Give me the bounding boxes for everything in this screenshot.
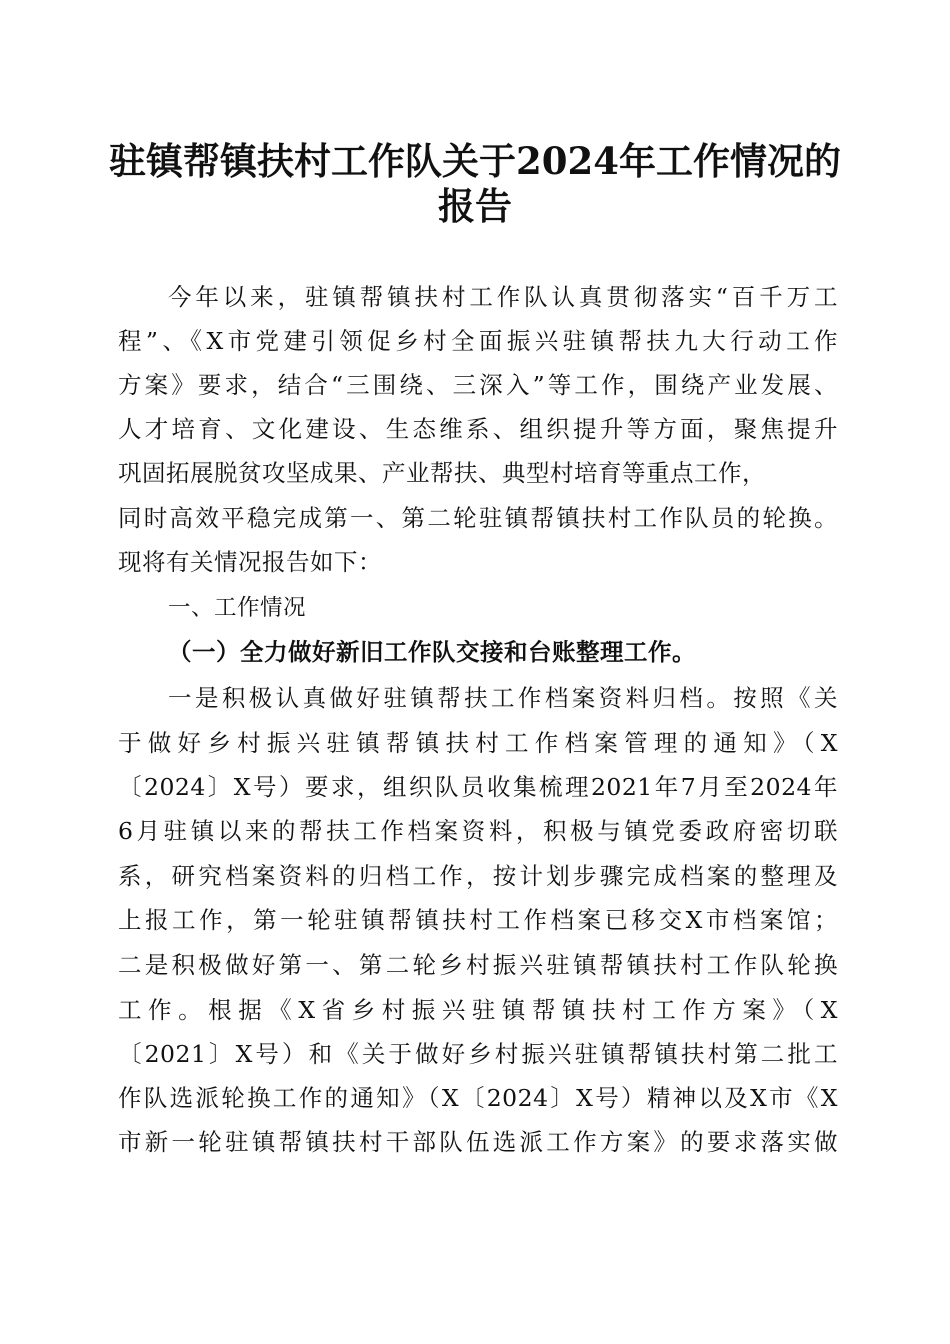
intro-line: 现将有关情况报告如下： — [118, 548, 382, 576]
body-line: 二是积极做好第一、第二轮乡村振兴驻镇帮镇扶村工作队轮换 — [118, 951, 838, 979]
body-line: 〔2024〕X号）要求，组织队员收集梳理2021年7月至2024年 — [118, 773, 838, 801]
intro-line: 方案》要求，结合“三围绕、三深入”等工作，围绕产业发展、 — [118, 371, 838, 399]
body-line: 作队选派轮换工作的通知》（X〔2024〕X号）精神以及X市《X — [118, 1084, 838, 1112]
intro-line: 程”、《X市党建引领促乡村全面振兴驻镇帮扶九大行动工作 — [118, 327, 838, 355]
intro-line: 人才培育、文化建设、生态维系、组织提升等方面，聚焦提升 — [118, 415, 838, 443]
intro-line: 今年以来，驻镇帮镇扶村工作队认真贯彻落实“百千万工 — [168, 283, 838, 311]
document-title-line-2: 报告 — [438, 184, 512, 228]
intro-line: 同时高效平稳完成第一、第二轮驻镇帮镇扶村工作队员的轮换。 — [118, 504, 838, 532]
intro-line: 巩固拓展脱贫攻坚成果、产业帮扶、典型村培育等重点工作， — [118, 459, 766, 487]
body-line: 6月驻镇以来的帮扶工作档案资料，积极与镇党委政府密切联 — [118, 817, 838, 845]
subsection-heading: （一）全力做好新旧工作队交接和台账整理工作。 — [168, 638, 696, 666]
section-heading: 一、工作情况 — [168, 595, 307, 621]
body-line: 市新一轮驻镇帮镇扶村干部队伍选派工作方案》的要求落实做 — [118, 1128, 838, 1156]
body-line: 系，研究档案资料的归档工作，按计划步骤完成档案的整理及 — [118, 862, 838, 890]
body-line: 工作。根据《X省乡村振兴驻镇帮镇扶村工作方案》（X — [118, 996, 838, 1024]
document-title-line-1: 驻镇帮镇扶村工作队关于2024年工作情况的 — [109, 139, 841, 183]
body-line: 一是积极认真做好驻镇帮扶工作档案资料归档。按照《关 — [168, 684, 838, 712]
body-line: 上报工作，第一轮驻镇帮镇扶村工作档案已移交X市档案馆； — [118, 906, 838, 934]
body-line: 〔2021〕X号）和《关于做好乡村振兴驻镇帮镇扶村第二批工 — [118, 1040, 838, 1068]
body-line: 于做好乡村振兴驻镇帮镇扶村工作档案管理的通知》（X — [118, 729, 838, 757]
